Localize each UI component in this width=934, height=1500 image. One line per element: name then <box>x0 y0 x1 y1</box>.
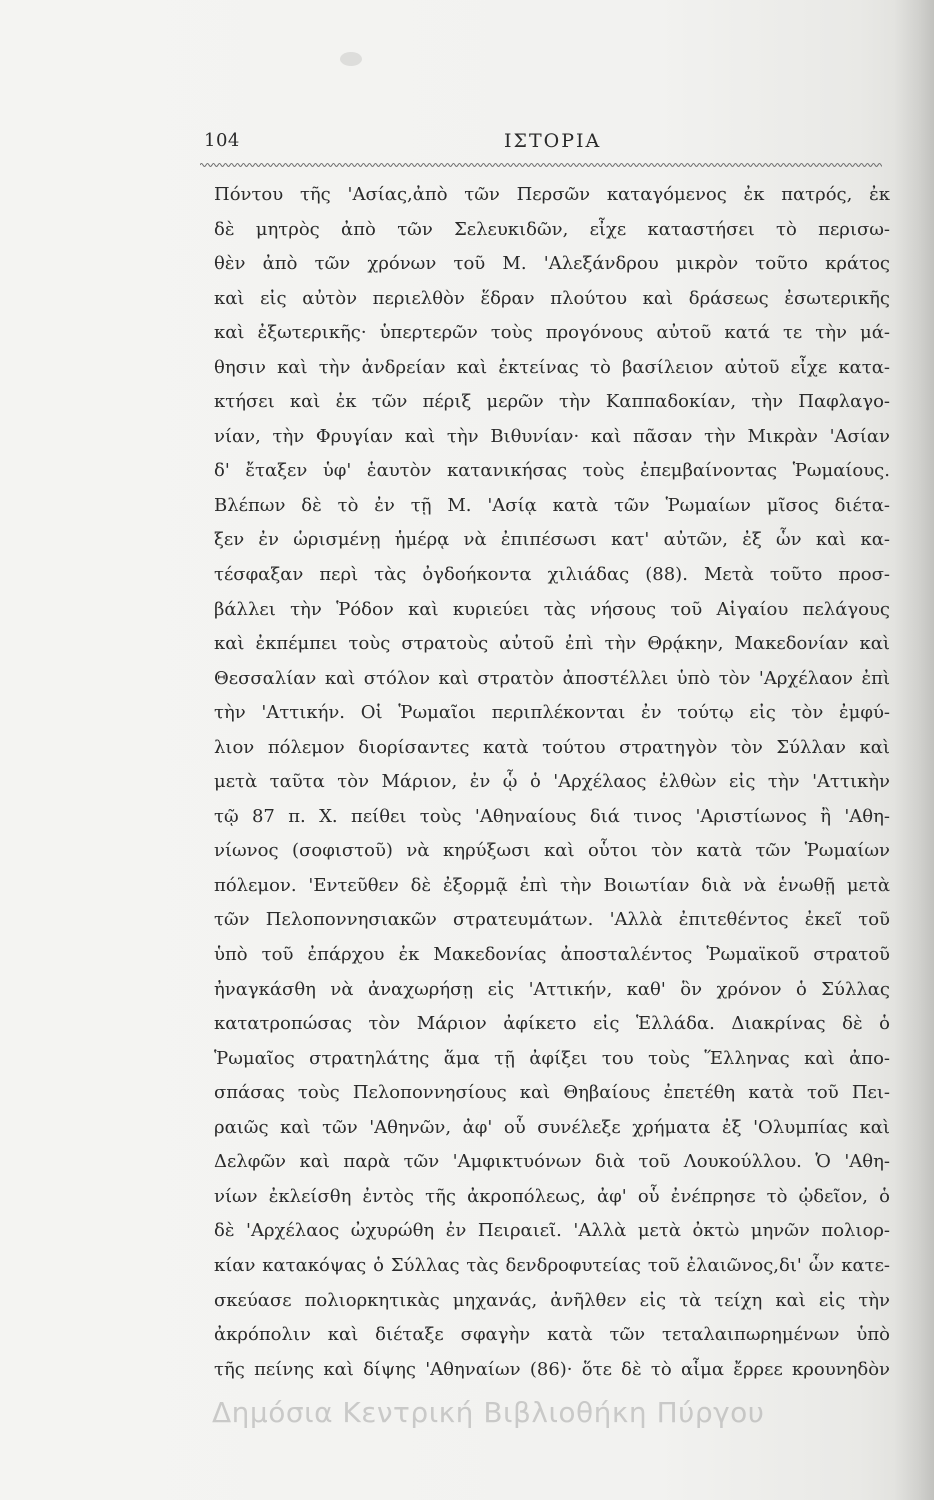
text-line: Ῥωμαῖος στρατηλάτης ἅμα τῇ ἀφίξει του τοὺς Ἕλληνας καὶ ἀπο- <box>214 1047 890 1069</box>
text-line: λιον πόλεμον διορίσαντες κατὰ τούτου στρατηγὸν τὸν Σύλλαν καὶ <box>214 736 890 758</box>
text-line: Βλέπων δὲ τὸ ἐν τῇ Μ. 'Ασίᾳ κατὰ τῶν Ῥωμαίων μῖσος διέτα- <box>214 494 890 516</box>
page-number: 104 <box>204 130 240 151</box>
wavy-header-rule <box>200 160 882 170</box>
library-watermark: Δημόσια Κεντρική Βιβλιοθήκη Πύργου <box>212 1396 765 1429</box>
text-line: τῆς πείνης καὶ δίψης 'Αθηναίων (86)· ὅτε δὲ τὸ αἷμα ἔρρεε κρουνηδὸν <box>214 1358 890 1380</box>
text-line: βάλλει τὴν Ῥόδον καὶ κυριεύει τὰς νήσους τοῦ Αἰγαίου πελάγους <box>214 598 890 620</box>
ink-smudge <box>340 52 362 66</box>
text-line: μετὰ ταῦτα τὸν Μάριον, ἐν ᾧ ὁ 'Αρχέλαος ἐλθὼν εἰς τὴν 'Αττικὴν <box>214 771 890 793</box>
text-line: κατατροπώσας τὸν Μάριον ἀφίκετο εἰς Ἑλλάδα. Διακρίνας δὲ ὁ <box>214 1013 890 1035</box>
text-line: τῷ 87 π. Χ. πείθει τοὺς 'Αθηναίους διά τινος 'Αριστίωνος ἢ 'Αθη- <box>214 805 890 827</box>
text-line: Δελφῶν καὶ παρὰ τῶν 'Αμφικτυόνων διὰ τοῦ Λουκούλλου. Ὁ 'Αθη- <box>214 1151 890 1173</box>
text-line: Πόντου τῆς 'Ασίας,ἀπὸ τῶν Περσῶν καταγόμενος ἐκ πατρός, ἐκ <box>214 184 890 205</box>
text-line: κτήσει καὶ ἐκ τῶν πέριξ μερῶν τὴν Καππαδοκίαν, τὴν Παφλαγο- <box>214 391 890 413</box>
text-line: θὲν ἀπὸ τῶν χρόνων τοῦ Μ. 'Αλεξάνδρου μικρὸν τοῦτο κράτος <box>214 253 890 275</box>
text-line: ἠναγκάσθη νὰ ἀναχωρήσῃ εἰς 'Αττικήν, καθ' ὃν χρόνον ὁ Σύλλας <box>214 978 890 1000</box>
text-line: τὴν 'Αττικήν. Οἱ Ῥωμαῖοι περιπλέκονται ἐν τούτῳ εἰς τὸν ἐμφύ- <box>214 702 890 724</box>
body-text <box>214 178 890 1387</box>
text-line: νίωνος (σοφιστοῦ) νὰ κηρύξωσι καὶ οὗτοι τὸν κατὰ τῶν Ῥωμαίων <box>214 840 890 862</box>
text-line: ὑπὸ τοῦ ἐπάρχου ἐκ Μακεδονίας ἀποσταλέντος Ῥωμαϊκοῦ στρατοῦ <box>214 944 890 966</box>
text-line: δ' ἔταξεν ὑφ' ἑαυτὸν κατανικήσας τοὺς ἐπεμβαίνοντας Ῥωμαίους. <box>214 460 890 482</box>
text-line: καὶ ἐκπέμπει τοὺς στρατοὺς αὐτοῦ ἐπὶ τὴν Θρᾴκην, Μακεδονίαν καὶ <box>214 633 890 655</box>
text-line: σπάσας τοὺς Πελοποννησίους καὶ Θηβαίους ἐπετέθη κατὰ τοῦ Πει- <box>214 1082 890 1104</box>
text-line: ξεν ἐν ὡρισμένῃ ἡμέρᾳ νὰ ἐπιπέσωσι κατ' αὐτῶν, ἐξ ὧν καὶ κα- <box>214 529 890 551</box>
text-line: νίαν, τὴν Φρυγίαν καὶ τὴν Βιθυνίαν· καὶ πᾶσαν τὴν Μικρὰν 'Ασίαν <box>214 425 890 447</box>
text-line: Θεσσαλίαν καὶ στόλον καὶ στρατὸν ἀποστέλλει ὑπὸ τὸν 'Αρχέλαον ἐπὶ <box>214 667 890 689</box>
text-line: καὶ ἐξωτερικῆς· ὑπερτερῶν τοὺς προγόνους αὐτοῦ κατά τε τὴν μά- <box>214 322 890 344</box>
text-line: ἀκρόπολιν καὶ διέταξε σφαγὴν κατὰ τῶν τεταλαιπωρημένων ὑπὸ <box>214 1324 890 1346</box>
text-line: πόλεμον. 'Εντεῦθεν δὲ ἐξορμᾷ ἐπὶ τὴν Βοιωτίαν διὰ νὰ ἑνωθῇ μετὰ <box>214 874 890 896</box>
running-title: ΙΣΤΟΡΙΑ <box>504 130 602 152</box>
text-line: τῶν Πελοποννησιακῶν στρατευμάτων. 'Αλλὰ ἐπιτεθέντος ἐκεῖ τοῦ <box>214 909 890 931</box>
text-line: τέσφαξαν περὶ τὰς ὀγδοήκοντα χιλιάδας (88). Μετὰ τοῦτο προσ- <box>214 564 890 586</box>
running-header <box>204 128 890 158</box>
text-line: κίαν κατακόψας ὁ Σύλλας τὰς δενδροφυτείας τοῦ ἐλαιῶνος,δι' ὧν κατε- <box>214 1254 890 1276</box>
text-line: θησιν καὶ τὴν ἀνδρείαν καὶ ἐκτείνας τὸ βασίλειον αὐτοῦ εἶχε κατα- <box>214 356 890 378</box>
text-line: ραιῶς καὶ τῶν 'Αθηνῶν, ἀφ' οὗ συνέλεξε χρήματα ἐξ 'Ολυμπίας καὶ <box>214 1116 890 1138</box>
text-line: νίων ἐκλείσθη ἐντὸς τῆς ἀκροπόλεως, ἀφ' οὗ ἐνέπρησε τὸ ᾠδεῖον, ὁ <box>214 1185 890 1207</box>
text-line: καὶ εἰς αὐτὸν περιελθὸν ἕδραν πλούτου καὶ δράσεως ἐσωτερικῆς <box>214 287 890 309</box>
text-line: δὲ 'Αρχέλαος ὠχυρώθη ἐν Πειραιεῖ. 'Αλλὰ μετὰ ὀκτὼ μηνῶν πολιορ- <box>214 1220 890 1242</box>
text-line: σκεύασε πολιορκητικὰς μηχανάς, ἀνῆλθεν εἰς τὰ τείχη καὶ εἰς τὴν <box>214 1289 890 1311</box>
text-line: δὲ μητρὸς ἀπὸ τῶν Σελευκιδῶν, εἶχε καταστήσει τὸ περισω- <box>214 218 890 240</box>
page-spine-shadow <box>894 0 934 1500</box>
